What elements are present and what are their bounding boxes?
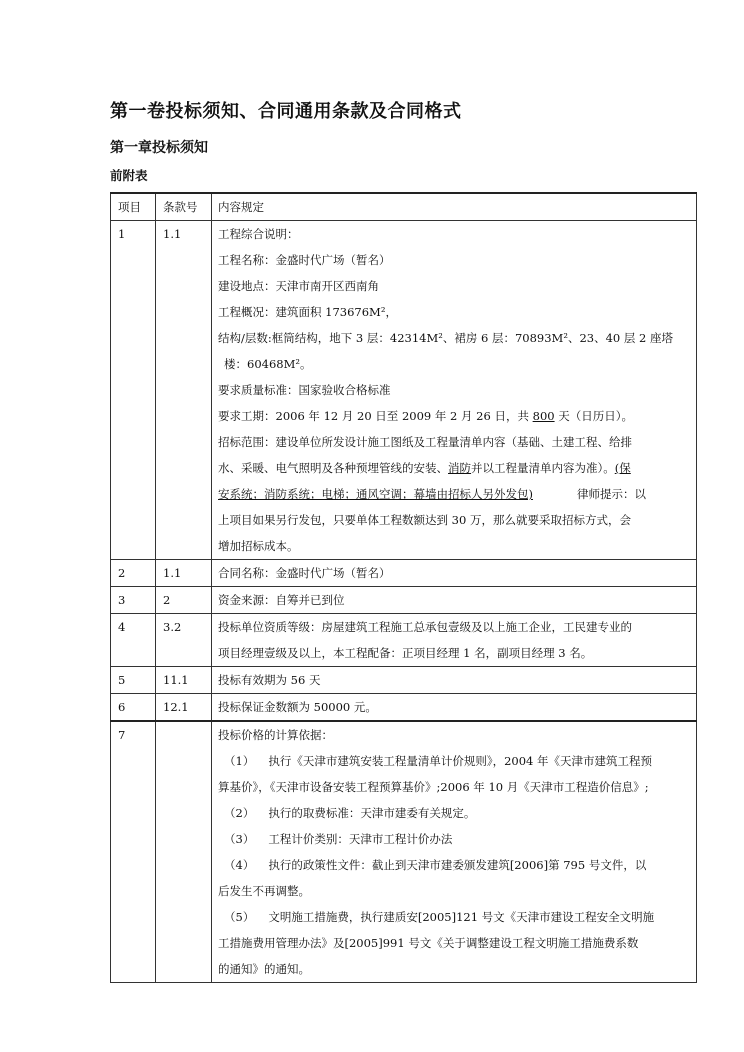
list-text: 执行的取费标准：天津市建委有关规定。 <box>268 806 476 820</box>
row-item: 7 <box>111 721 156 983</box>
table-caption: 前附表 <box>110 168 148 183</box>
table-header-row <box>111 193 697 221</box>
content-line: 增加招标成本。 <box>218 539 299 553</box>
list-number: （2） <box>224 806 255 820</box>
list-number: （5） <box>224 910 255 924</box>
row-content <box>212 721 697 983</box>
table-row <box>111 221 697 560</box>
row-item: 1 <box>111 221 156 560</box>
content-line: 工程名称：金盛时代广场（暂名） <box>218 253 391 267</box>
content-line: 上项目如果另行发包，只要单体工程数额达到 30 万，那么就要采取招标方式，会 <box>218 513 631 527</box>
content-line <box>218 403 690 429</box>
table-row <box>111 694 697 722</box>
row-content <box>212 614 697 667</box>
row-clause: 1.1 <box>156 221 212 560</box>
content-line: 楼：60468M²。 <box>224 357 312 371</box>
header-clause: 条款号 <box>156 193 212 221</box>
row-clause: 12.1 <box>156 694 212 722</box>
content-line <box>218 481 690 507</box>
header-item: 项目 <box>111 193 156 221</box>
table-row <box>111 667 697 694</box>
row-clause: 1.1 <box>156 560 212 587</box>
table-row <box>111 560 697 587</box>
scope-underlined: 消防 <box>448 461 471 475</box>
content-line: 工措施费用管理办法》及[2005]991 号文《关于调整建设工程文明施工措施费系数 <box>218 936 639 950</box>
content-line <box>218 800 690 826</box>
content-line: 工程概况：建筑面积 173676M²， <box>218 305 397 319</box>
content-line <box>218 826 690 852</box>
content-line: 要求质量标准：国家验收合格标准 <box>218 383 391 397</box>
chapter-title: 第一章投标须知 <box>110 140 208 156</box>
list-number: （1） <box>224 754 255 768</box>
content-line: 资金来源：自筹并已到位 <box>218 593 345 607</box>
schedule-days: 800 <box>532 409 555 423</box>
content-line <box>218 852 690 878</box>
row-clause: 3.2 <box>156 614 212 667</box>
content-line: 项目经理壹级及以上，本工程配备：正项目经理 1 名，副项目经理 3 名。 <box>218 646 593 660</box>
excluded-scope: 安系统；消防系统；电梯；通风空调；幕墙由招标人另外发包) <box>218 487 533 501</box>
row-item: 4 <box>111 614 156 667</box>
row-content <box>212 587 697 614</box>
content-line: 工程综合说明： <box>218 227 299 241</box>
content-line: 投标单位资质等级：房屋建筑工程施工总承包壹级及以上施工企业，工民建专业的 <box>218 620 632 634</box>
list-text: 执行《天津市建筑安装工程量清单计价规则》，2004 年《天津市建筑工程预 <box>268 754 652 768</box>
content-line: 投标保证金数额为 50000 元。 <box>218 700 377 714</box>
content-line: 招标范围：建设单位所发设计施工图纸及工程量清单内容（基础、土建工程、给排 <box>218 435 632 449</box>
row-item: 2 <box>111 560 156 587</box>
content-line <box>218 748 690 774</box>
row-content <box>212 221 697 560</box>
header-content: 内容规定 <box>212 193 697 221</box>
row-clause: 11.1 <box>156 667 212 694</box>
scope-text-2: 并以工程量清单内容为准）。 <box>471 461 615 475</box>
row-clause: 2 <box>156 587 212 614</box>
schedule-text: 要求工期：2006 年 12 月 20 日至 2009 年 2 月 26 日，共 <box>218 409 533 423</box>
content-line <box>218 904 690 930</box>
content-line: 建设地点：天津市南开区西南角 <box>218 279 379 293</box>
lawyer-tip: 律师提示：以 <box>576 487 646 501</box>
list-number: （3） <box>224 832 255 846</box>
content-line: 投标价格的计算依据： <box>218 728 333 742</box>
row-content <box>212 667 697 694</box>
row-item: 3 <box>111 587 156 614</box>
volume-title: 第一卷投标须知、合同通用条款及合同格式 <box>110 101 462 122</box>
scope-paren: (保 <box>614 461 631 475</box>
content-line: 算基价》，《天津市设备安装工程预算基价》;2006 年 10 月《天津市工程造价信息》; <box>218 780 649 794</box>
schedule-suffix: 天（日历日）。 <box>554 409 633 423</box>
content-line: 的通知》的通知。 <box>218 962 310 976</box>
row-clause <box>156 721 212 983</box>
content-line <box>218 455 690 481</box>
table-row <box>111 614 697 667</box>
bid-appendix-table <box>110 192 697 983</box>
list-text: 文明施工措施费，执行建质安[2005]121 号文《天津市建设工程安全文明施 <box>268 910 655 924</box>
table-row <box>111 721 697 983</box>
row-content <box>212 694 697 722</box>
row-content <box>212 560 697 587</box>
content-line: 投标有效期为 56 天 <box>218 673 321 687</box>
row-item: 5 <box>111 667 156 694</box>
content-line: 合同名称：金盛时代广场（暂名） <box>218 566 391 580</box>
list-number: （4） <box>224 858 255 872</box>
content-line: 后发生不再调整。 <box>218 884 310 898</box>
table-row <box>111 587 697 614</box>
list-text: 工程计价类别：天津市工程计价办法 <box>268 832 453 846</box>
list-text: 执行的政策性文件：截止到天津市建委颁发建筑[2006]第 795 号文件，以 <box>268 858 647 872</box>
row-item: 6 <box>111 694 156 722</box>
content-line: 结构/层数:框筒结构，地下 3 层：42314M²、裙房 6 层：70893M²、23、40 层 2 座塔 <box>218 331 673 345</box>
scope-text: 水、采暖、电气照明及各种预埋管线的安装、 <box>218 461 448 475</box>
